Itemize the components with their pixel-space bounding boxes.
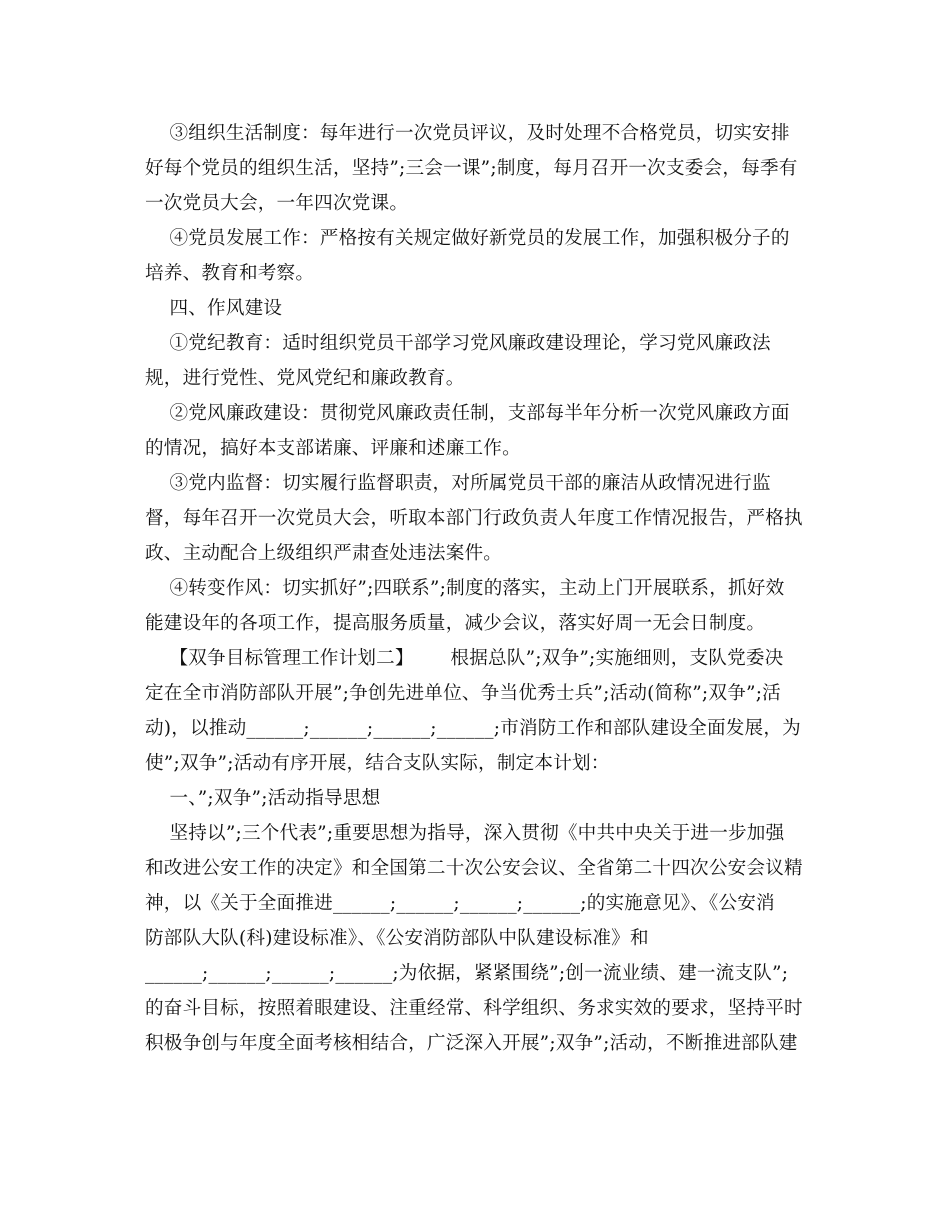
text-line: 坚持以”;三个代表”;重要思想为指导，深入贯彻《中共中央关于进一步加强 [145,823,785,844]
text-line: ②党风廉政建设：贯彻党风廉政责任制，支部每半年分析一次党风廉政方面 [145,403,790,424]
text-line: 能建设年的各项工作，提高服务质量，减少会议，落实好周一无会日制度。 [145,613,766,634]
text-line: 好每个党员的组织生活，坚持”;三会一课”;制度，每月召开一次支委会，每季有 [145,158,798,179]
text-line: ④转变作风：切实抓好”;四联系”;制度的落实，主动上门开展联系，抓好效 [145,578,785,599]
text-line: ④党员发展工作：严格按有关规定做好新党员的发展工作，加强积极分子的 [145,228,790,249]
text-line: ③组织生活制度：每年进行一次党员评议，及时处理不合格党员，切实安排 [145,123,790,144]
text-line: 和改进公安工作的决定》和全国第二十次公安会议、全省第二十四次公安会议精 [145,858,803,879]
text-line: 定在全市消防部队开展”;争创先进单位、争当优秀士兵”;活动(简称”;双争”;活 [145,683,781,704]
text-line: 规，进行党性、党风党纪和廉政教育。 [145,368,465,389]
text-line: 督，每年召开一次党员大会，听取本部门行政负责人年度工作情况报告，严格执 [145,508,803,529]
text-line: 积极争创与年度全面考核相结合，广泛深入开展”;双争”;活动，不断推进部队建 [145,1033,798,1054]
text-line: 培养、教育和考察。 [145,263,315,284]
text-line: ______;______;______;______;为依据，紧紧围绕”;创一流业绩、建一流支队”; [145,963,789,984]
document-page [145,116,815,1061]
text-line: 的奋斗目标，按照着眼建设、注重经常、科学组织、务求实效的要求，坚持平时 [145,998,803,1019]
text-line: 防部队大队(科)建设标准》、《公安消防部队中队建设标准》和 [145,928,649,949]
text-line: 政、主动配合上级组织严肃查处违法案件。 [145,543,503,564]
text-line: 使”;双争”;活动有序开展，结合支队实际，制定本计划： [145,753,610,774]
text-line: 神，以《关于全面推进______;______;______;______;的实施意见》、《公安消 [145,893,775,914]
plan-title-line: 【双争目标管理工作计划二】 根据总队”;双争”;实施细则，支队党委决 [145,648,784,669]
text-line: 的情况，搞好本支部诺廉、评廉和述廉工作。 [145,438,521,459]
text-line: ③党内监督：切实履行监督职责，对所属党员干部的廉洁从政情况进行监 [145,473,771,494]
section-heading: 一、”;双争”;活动指导思想 [145,788,381,809]
text-line: 动)，以推动______;______;______;______;市消防工作和部队建设全面发展，为 [145,718,801,739]
text-line: 一次党员大会，一年四次党课。 [145,193,409,214]
section-heading: 四、作风建设 [145,298,283,319]
text-line: ①党纪教育：适时组织党员干部学习党风廉政建设理论，学习党风廉政法 [145,333,771,354]
